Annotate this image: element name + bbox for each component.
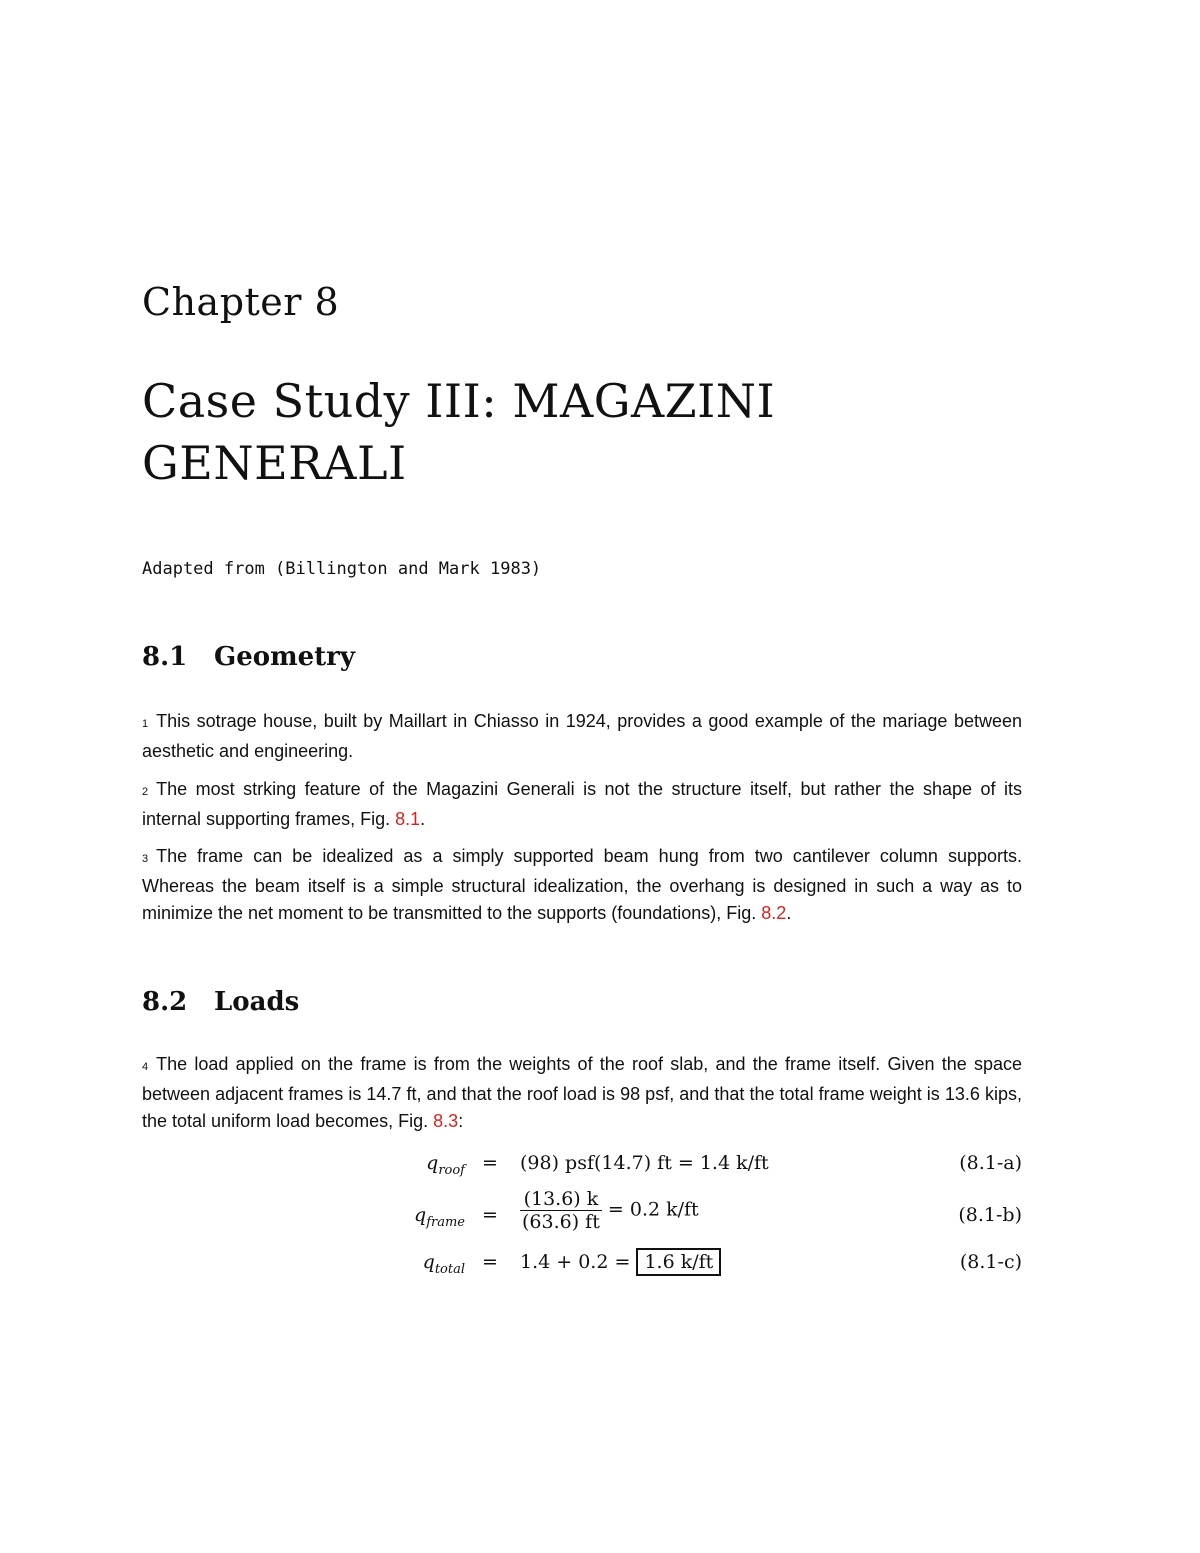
paragraph-text-end: : (458, 1111, 464, 1131)
section-number: 8.2 (142, 987, 188, 1017)
equation-rhs (520, 1251, 721, 1273)
paragraph-number: 1 (142, 718, 149, 730)
paragraph-number: 4 (142, 1061, 149, 1073)
fraction-numerator: (13.6) k (520, 1188, 602, 1211)
paragraph-text-end: . (786, 903, 792, 923)
paragraph-text: The most strking feature of the Magazini Generali is not the structure itself, but rather the shape of its internal supporting frames, Fig. (142, 779, 1022, 829)
paragraph-3 (142, 843, 1022, 927)
boxed-result: 1.6 k/ft (636, 1248, 721, 1276)
paragraph-1 (142, 708, 1022, 765)
equation-lhs: $q_{roof}$ (426, 1152, 465, 1178)
equation-sum: 1.4 + 0.2 = (520, 1251, 631, 1273)
chapter-heading: Chapter 8 (142, 280, 340, 324)
figure-link-8-3[interactable]: 8.3 (433, 1111, 459, 1131)
figure-link-8-2[interactable]: 8.2 (761, 903, 787, 923)
chapter-title-line-1: Case Study III: MAGAZINI (142, 374, 776, 428)
equals-sign: = (482, 1152, 498, 1174)
equation-tag: (8.1-b) (958, 1204, 1022, 1226)
equation-rhs: (98) psf(14.7) ft = 1.4 k/ft (520, 1152, 769, 1174)
paragraph-number: 3 (142, 853, 149, 865)
paragraph-text-end: . (420, 809, 426, 829)
fraction (520, 1188, 602, 1233)
equation-lhs: $q_{total}$ (422, 1251, 465, 1277)
equation-tag: (8.1-a) (959, 1152, 1022, 1174)
equation-lhs: $q_{frame}$ (414, 1204, 465, 1230)
equation-tag: (8.1-c) (959, 1251, 1022, 1273)
paragraph-number: 2 (142, 786, 149, 798)
paragraph-2 (142, 776, 1022, 833)
equation-8-1-b (0, 1188, 1200, 1238)
section-title: Loads (214, 987, 300, 1017)
section-heading-geometry (142, 642, 355, 672)
section-heading-loads (142, 987, 299, 1017)
figure-link-8-1[interactable]: 8.1 (395, 809, 421, 829)
equation-8-1-a (0, 1152, 1200, 1192)
paragraph-text: The frame can be idealized as a simply supported beam hung from two cantilever column supports. Whereas the beam itself is a simple structural idealization, the overhang is designed in such a way as to minimize the net moment to be transmitted to the supports (foundations), Fig. (142, 846, 1022, 923)
chapter-title (142, 370, 775, 494)
section-number: 8.1 (142, 642, 188, 672)
paragraph-4 (142, 1051, 1022, 1135)
section-title: Geometry (214, 642, 355, 672)
paragraph-text: This sotrage house, built by Maillart in Chiasso in 1924, provides a good example of the mariage between aesthetic and engineering. (142, 711, 1022, 761)
equals-sign: = (482, 1204, 498, 1226)
equation-result: = 0.2 k/ft (607, 1198, 699, 1221)
equation-rhs (520, 1188, 699, 1233)
chapter-title-line-2: GENERALI (142, 436, 407, 490)
paragraph-text: The load applied on the frame is from the weights of the roof slab, and the frame itself. Given the space between adjacent frames is 14.7 ft, and that the roof load is 98 psf, and that the total frame weight is 13.6 kips, the total uniform load becomes, Fig. (142, 1054, 1022, 1131)
fraction-denominator: (63.6) ft (522, 1211, 600, 1233)
adapted-from-note: Adapted from (Billington and Mark 1983) (142, 559, 542, 579)
equals-sign: = (482, 1251, 498, 1273)
equation-8-1-c (0, 1251, 1200, 1291)
